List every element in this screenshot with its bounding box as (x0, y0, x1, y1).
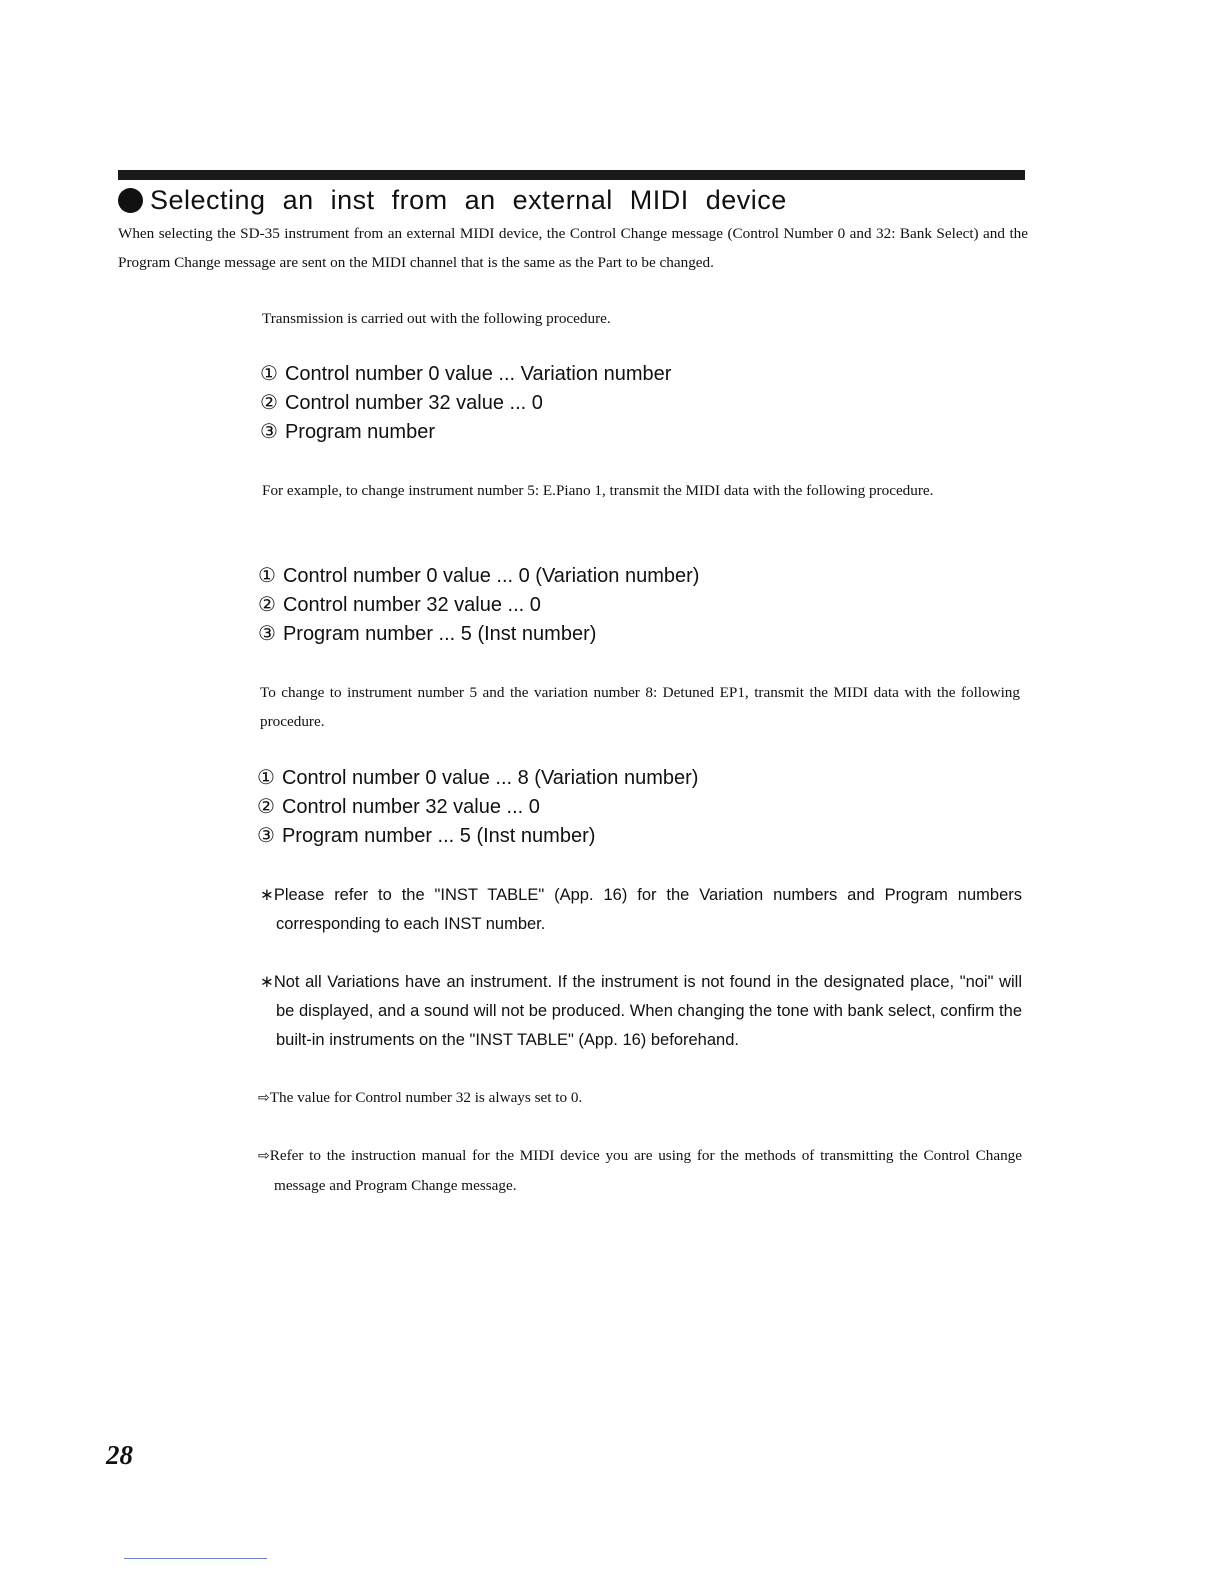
asterisk-icon: ∗ (260, 886, 274, 904)
note-text: Please refer to the "INST TABLE" (App. 16) for the Variation numbers and Program numbers corresponding to each INST number. (273, 886, 1022, 933)
section-heading (118, 180, 1038, 220)
section-title: Selecting an inst from an external MIDI device (150, 184, 787, 215)
step-text: Control number 0 value ... 8 (Variation number) (281, 767, 699, 789)
step-text: Control number 32 value ... 0 (281, 796, 540, 818)
asterisk-icon: ∗ (260, 973, 274, 991)
step-text: Control number 0 value ... Variation number (284, 363, 672, 385)
footer-rule (124, 1558, 267, 1559)
note-inst-table (260, 881, 1022, 939)
note-variations (260, 968, 1022, 1055)
page-number: 28 (106, 1440, 133, 1470)
list-item (257, 764, 957, 793)
step-text: Control number 32 value ... 0 (284, 392, 543, 414)
arrow-right-icon: ⇨ (258, 1148, 270, 1164)
list-item (258, 562, 958, 591)
list-item (260, 418, 960, 447)
tip-instruction-manual (258, 1141, 1022, 1200)
intro-paragraph: When selecting the SD-35 instrument from an external MIDI device, the Control Change message (Control Number 0 and 32: Bank Select) and the Program Change message are sent on the MIDI channel that is the same as the Part to be changed. (118, 225, 1028, 271)
list-item (258, 591, 958, 620)
step-text: Program number ... 5 (Inst number) (281, 825, 596, 847)
step-text: Control number 0 value ... 0 (Variation number) (282, 565, 700, 587)
example-1-steps (258, 562, 958, 649)
step-number: ① (260, 363, 278, 385)
list-item (260, 360, 960, 389)
example-1-lead: For example, to change instrument number 5: E.Piano 1, transmit the MIDI data with the following procedure. (262, 482, 934, 499)
step-number: ③ (257, 825, 275, 847)
list-item (257, 793, 957, 822)
step-text: Program number (284, 421, 435, 443)
procedure-lead: Transmission is carried out with the following procedure. (262, 310, 611, 327)
example-2-lead: To change to instrument number 5 and the variation number 8: Detuned EP1, transmit the MIDI data with the following procedure. (260, 684, 1020, 730)
procedure-steps (260, 360, 960, 447)
step-number: ① (258, 565, 276, 587)
tip-control-32 (258, 1083, 1022, 1113)
section-header-rule (118, 170, 1025, 180)
step-number: ② (258, 594, 276, 616)
step-number: ② (257, 796, 275, 818)
tip-text: Refer to the instruction manual for the MIDI device you are using for the methods of transmitting the Control Change message and Program Change message. (269, 1147, 1022, 1194)
list-item (257, 822, 957, 851)
list-item (258, 620, 958, 649)
tip-text: The value for Control number 32 is always set to 0. (269, 1089, 583, 1106)
example-2-steps (257, 764, 957, 851)
list-item (260, 389, 960, 418)
step-number: ① (257, 767, 275, 789)
note-text: Not all Variations have an instrument. If the instrument is not found in the designated place, "noi" will be displayed, and a sound will not be produced. When changing the tone with bank select, confirm the built-in instruments on the "INST TABLE" (App. 16) beforehand. (273, 973, 1022, 1049)
step-number: ③ (260, 421, 278, 443)
bullet-icon (118, 188, 143, 213)
step-number: ② (260, 392, 278, 414)
step-text: Program number ... 5 (Inst number) (282, 623, 597, 645)
arrow-right-icon: ⇨ (258, 1090, 270, 1106)
step-number: ③ (258, 623, 276, 645)
step-text: Control number 32 value ... 0 (282, 594, 541, 616)
